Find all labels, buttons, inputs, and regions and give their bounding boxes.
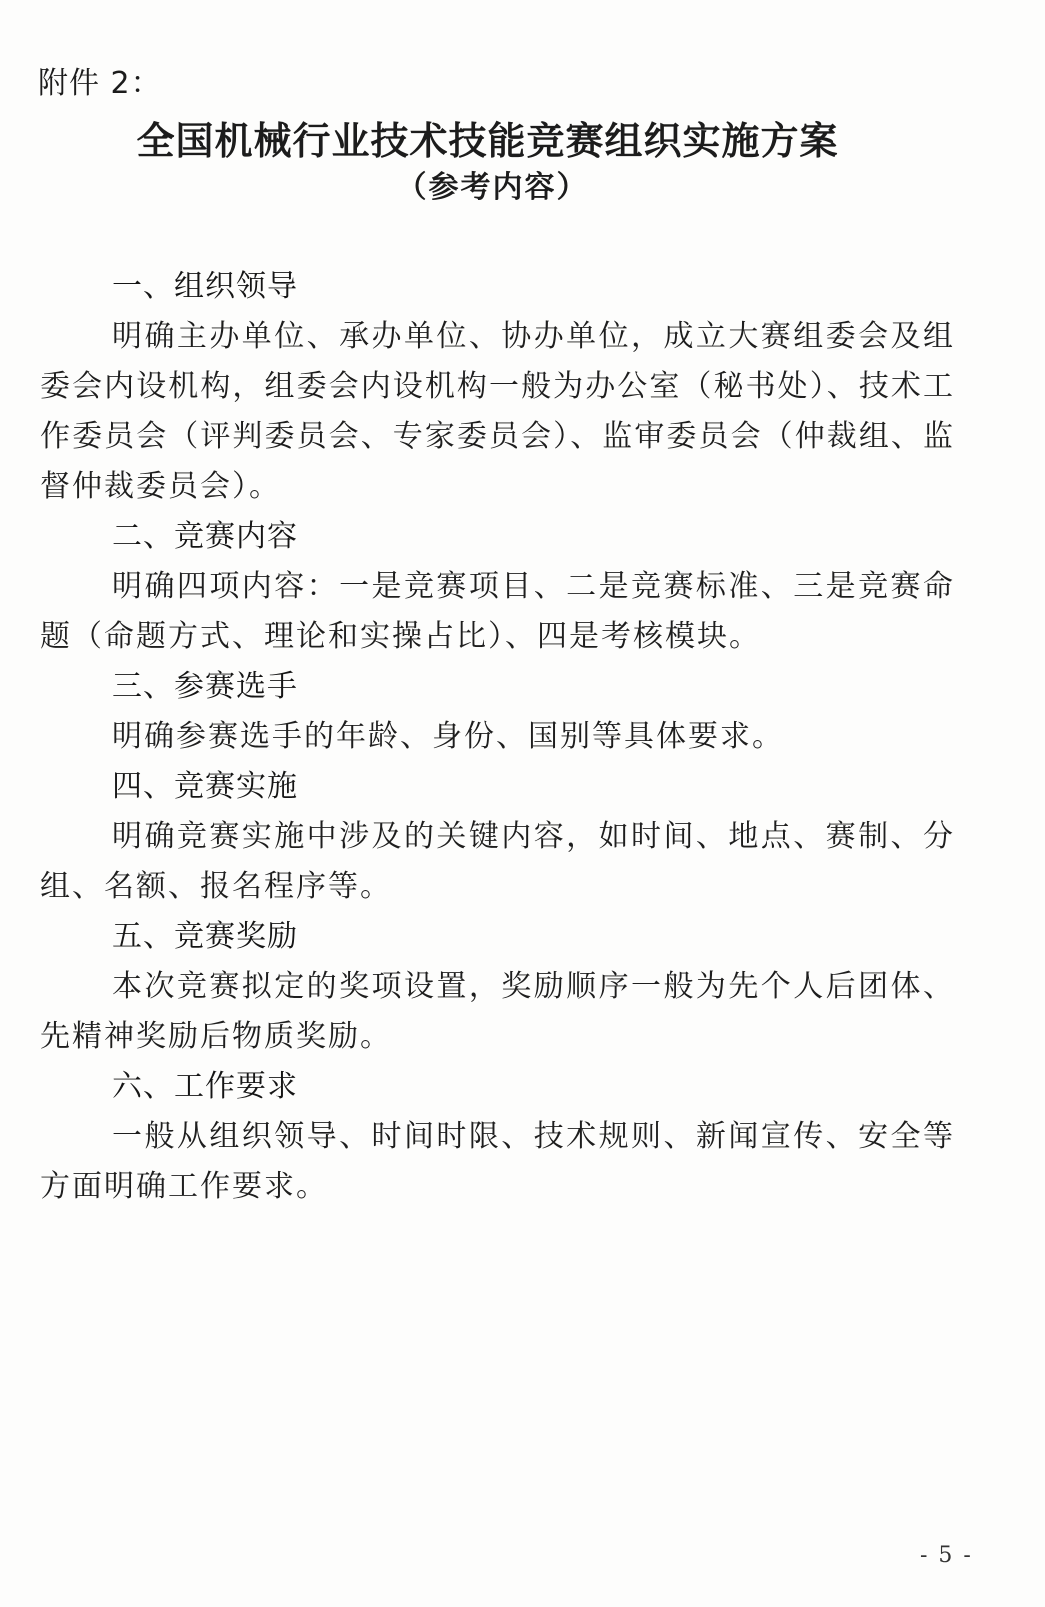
section-work-requirements [40, 1062, 955, 1212]
attachment-label: 附件 2： [38, 66, 162, 101]
section-organization [40, 262, 955, 512]
section-heading: 四、竞赛实施 [112, 769, 298, 804]
section-paragraph: 明确四项内容：一是竞赛项目、二是竞赛标准、三是竞赛命题（命题方式、理论和实操占比）、四是考核模块。 [40, 569, 955, 654]
document-body [40, 262, 955, 1212]
section-heading: 三、参赛选手 [112, 669, 298, 704]
section-paragraph: 明确竞赛实施中涉及的关键内容，如时间、地点、赛制、分组、名额、报名程序等。 [40, 819, 955, 904]
section-paragraph: 一般从组织领导、时间时限、技术规则、新闻宣传、安全等方面明确工作要求。 [40, 1119, 955, 1204]
document-title: 全国机械行业技术技能竞赛组织实施方案 [136, 119, 839, 163]
page-number: - 5 - [920, 1543, 973, 1568]
section-paragraph: 本次竞赛拟定的奖项设置，奖励顺序一般为先个人后团体、先精神奖励后物质奖励。 [40, 969, 955, 1054]
section-heading: 二、竞赛内容 [112, 519, 298, 554]
section-heading: 六、工作要求 [112, 1069, 298, 1104]
section-heading: 一、组织领导 [112, 269, 298, 304]
document-subtitle: （参考内容） [396, 170, 589, 205]
section-paragraph: 明确参赛选手的年龄、身份、国别等具体要求。 [112, 719, 784, 754]
section-heading: 五、竞赛奖励 [112, 919, 298, 954]
section-competition-content [40, 512, 955, 662]
section-implementation [40, 762, 955, 912]
section-contestants [40, 662, 955, 762]
section-awards [40, 912, 955, 1062]
section-paragraph: 明确主办单位、承办单位、协办单位，成立大赛组委会及组委会内设机构，组委会内设机构一般为办公室（秘书处）、技术工作委员会（评判委员会、专家委员会）、监审委员会（仲裁组、监督仲裁委员会）。 [40, 319, 955, 504]
